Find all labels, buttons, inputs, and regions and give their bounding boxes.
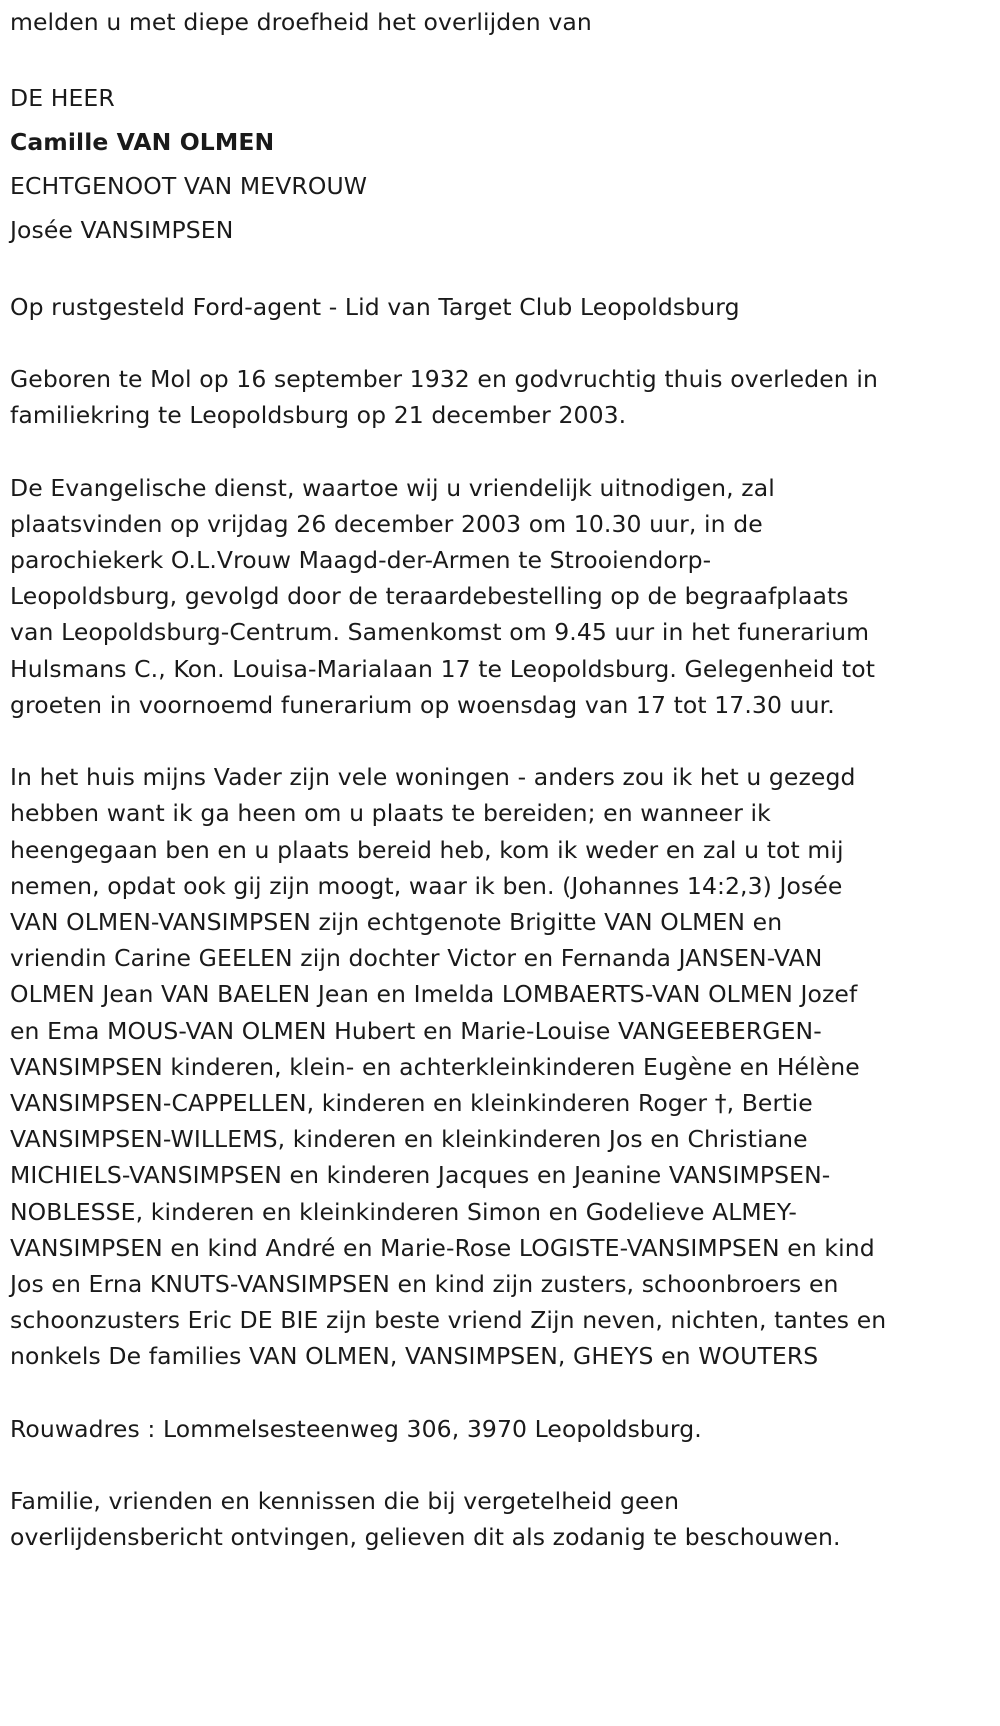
paragraph-line: Hulsmans C., Kon. Louisa-Marialaan 17 te Leopoldsburg. Gelegenheid tot bbox=[10, 654, 876, 683]
paragraph-line: Leopoldsburg, gevolgd door de teraardebestelling op de begraafplaats bbox=[10, 582, 849, 611]
paragraph-line: Familie, vrienden en kennissen die bij vergetelheid geen bbox=[10, 1487, 680, 1516]
paragraph-line: VANSIMPSEN kinderen, klein- en achterkleinkinderen Eugène en Hélène bbox=[10, 1052, 860, 1081]
paragraph-line: MICHIELS-VANSIMPSEN en kinderen Jacques en Jeanine VANSIMPSEN- bbox=[10, 1161, 831, 1190]
paragraph-line: In het huis mijns Vader zijn vele woningen - anders zou ik het u gezegd bbox=[10, 763, 856, 792]
death-notice bbox=[10, 4, 910, 1556]
birth-death-paragraph bbox=[10, 361, 910, 433]
spacer bbox=[10, 1447, 910, 1483]
title-line: DE HEER bbox=[10, 84, 115, 113]
paragraph-line: Geboren te Mol op 16 september 1932 en godvruchtig thuis overleden in bbox=[10, 364, 878, 393]
paragraph-line: heengegaan ben en u plaats bereid heb, kom ik weder en zal u tot mij bbox=[10, 835, 844, 864]
deceased-name: Camille VAN OLMEN bbox=[10, 128, 275, 157]
spouse-title: ECHTGENOOT VAN MEVROUW bbox=[10, 172, 368, 201]
family-paragraph bbox=[10, 759, 910, 1374]
spacer bbox=[10, 433, 910, 469]
paragraph-line: nemen, opdat ook gij zijn moogt, waar ik ben. (Johannes 14:2,3) Josée bbox=[10, 871, 843, 900]
paragraph-line: VANSIMPSEN-CAPPELLEN, kinderen en kleinkinderen Roger †, Bertie bbox=[10, 1089, 813, 1117]
spacer bbox=[10, 1375, 910, 1411]
paragraph-line: van Leopoldsburg-Centrum. Samenkomst om 9.45 uur in het funerarium bbox=[10, 618, 870, 647]
paragraph-line: Jos en Erna KNUTS-VANSIMPSEN en kind zijn zusters, schoonbroers en bbox=[10, 1270, 839, 1299]
paragraph-line: NOBLESSE, kinderen en kleinkinderen Simon en Godelieve ALMEY- bbox=[10, 1197, 798, 1226]
paragraph-line: VANSIMPSEN en kind André en Marie-Rose LOGISTE-VANSIMPSEN en kind bbox=[10, 1233, 875, 1262]
paragraph-line: VANSIMPSEN-WILLEMS, kinderen en kleinkinderen Jos en Christiane bbox=[10, 1125, 808, 1154]
address-text: Rouwadres : Lommelsesteenweg 306, 3970 Leopoldsburg. bbox=[10, 1414, 702, 1443]
spacer bbox=[10, 723, 910, 759]
paragraph-line: groeten in voornoemd funerarium op woensdag van 17 tot 17.30 uur. bbox=[10, 690, 835, 719]
intro-text: melden u met diepe droefheid het overlijden van bbox=[10, 8, 592, 36]
spouse-name: Josée VANSIMPSEN bbox=[10, 216, 234, 245]
paragraph-line: plaatsvinden op vrijdag 26 december 2003 om 10.30 uur, in de bbox=[10, 509, 763, 538]
paragraph-line: overlijdensbericht ontvingen, gelieven dit als zodanig te beschouwen. bbox=[10, 1523, 841, 1552]
paragraph-line: schoonzusters Eric DE BIE zijn beste vriend Zijn neven, nichten, tantes en bbox=[10, 1306, 887, 1335]
paragraph-line: De Evangelische dienst, waartoe wij u vriendelijk uitnodigen, zal bbox=[10, 473, 775, 502]
service-paragraph bbox=[10, 470, 910, 723]
paragraph-line: hebben want ik ga heen om u plaats te bereiden; en wanneer ik bbox=[10, 799, 771, 828]
occupation-text: Op rustgesteld Ford-agent - Lid van Target Club Leopoldsburg bbox=[10, 292, 740, 321]
paragraph-line: familiekring te Leopoldsburg op 21 december 2003. bbox=[10, 401, 627, 430]
paragraph-line: parochiekerk O.L.Vrouw Maagd-der-Armen te Strooiendorp- bbox=[10, 545, 712, 574]
closing-paragraph bbox=[10, 1483, 910, 1555]
spacer bbox=[10, 325, 910, 361]
paragraph-line: en Ema MOUS-VAN OLMEN Hubert en Marie-Louise VANGEEBERGEN- bbox=[10, 1016, 822, 1045]
paragraph-line: vriendin Carine GEELEN zijn dochter Victor en Fernanda JANSEN-VAN bbox=[10, 944, 823, 973]
spacer bbox=[10, 252, 910, 288]
paragraph-line: VAN OLMEN-VANSIMPSEN zijn echtgenote Brigitte VAN OLMEN en bbox=[10, 907, 783, 936]
paragraph-line: nonkels De families VAN OLMEN, VANSIMPSEN, GHEYS en WOUTERS bbox=[10, 1342, 819, 1371]
spacer bbox=[10, 40, 910, 76]
paragraph-line: OLMEN Jean VAN BAELEN Jean en Imelda LOMBAERTS-VAN OLMEN Jozef bbox=[10, 980, 858, 1009]
